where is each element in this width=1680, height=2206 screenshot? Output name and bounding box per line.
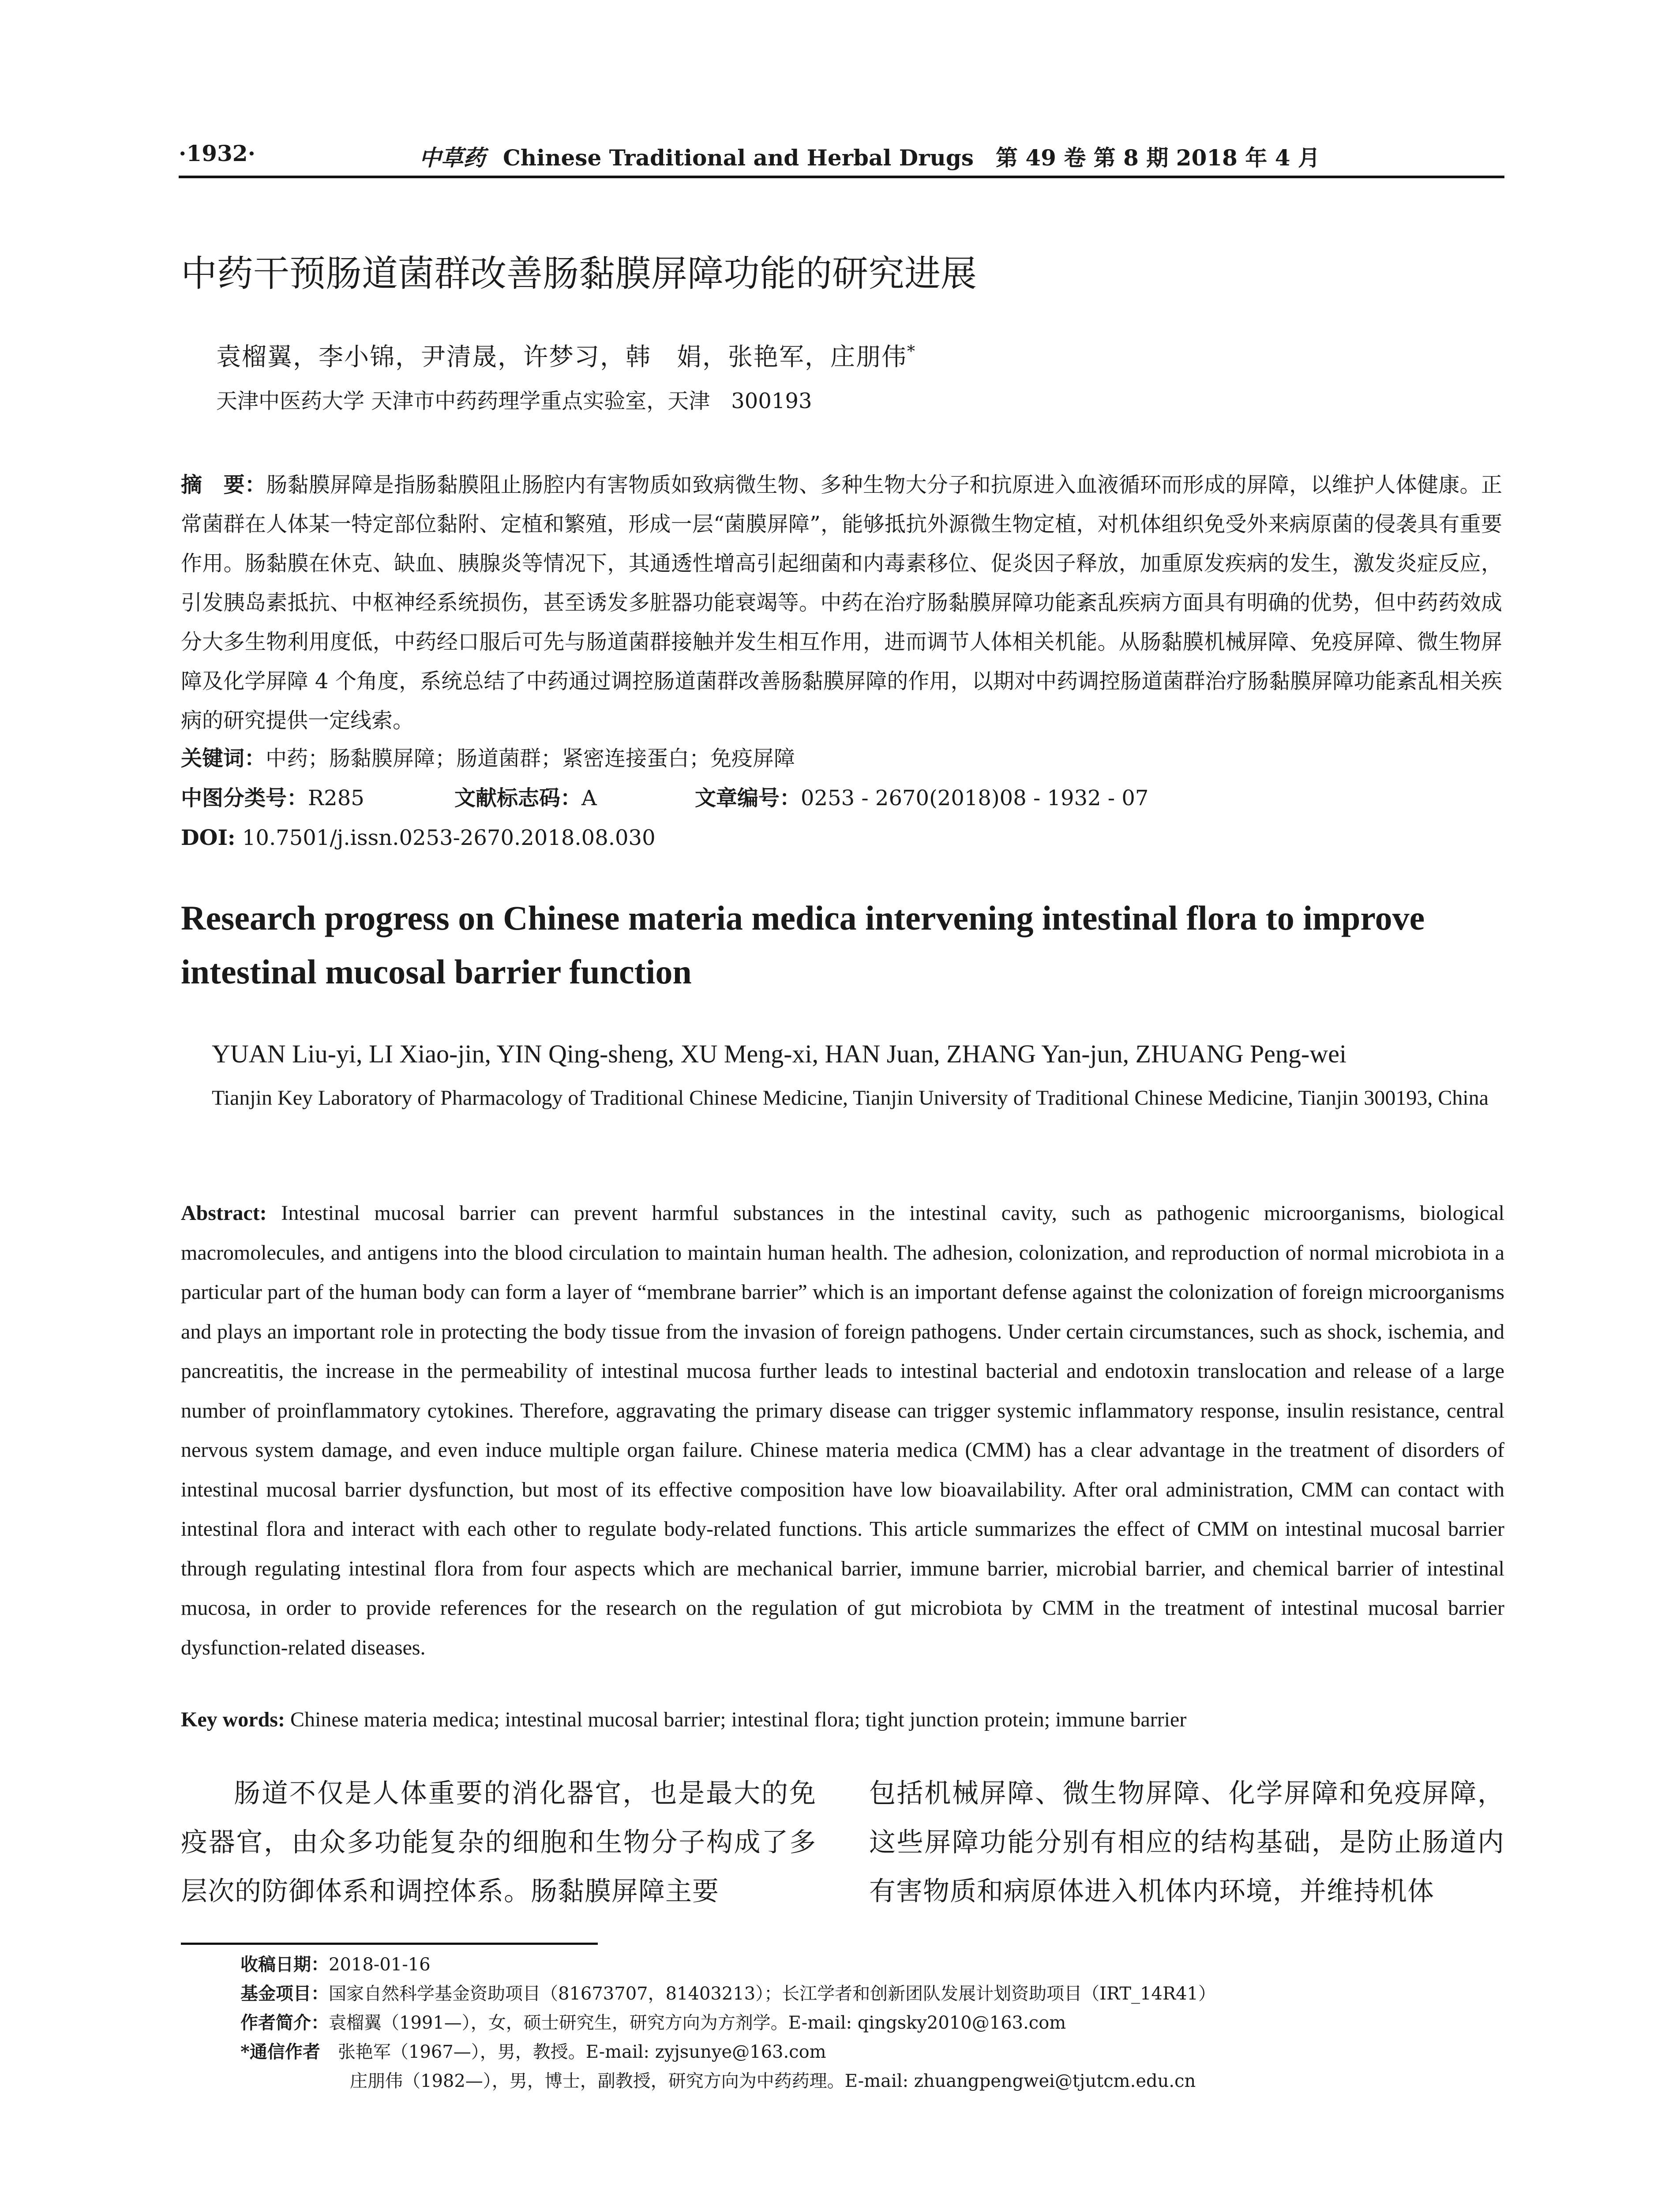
article-number-value: 0253 - 2670(2018)08 - 1932 - 07 bbox=[801, 786, 1149, 810]
doi-link[interactable]: 10.7501/j.issn.0253-2670.2018.08.030 bbox=[235, 825, 656, 850]
author-bio bbox=[240, 2008, 1502, 2037]
page-number: ·1932· bbox=[179, 140, 255, 166]
footnotes bbox=[240, 1950, 1502, 2096]
funding-label: 基金项目： bbox=[240, 1983, 329, 2004]
english-keywords-text: Chinese materia medica; intestinal mucosal barrier; intestinal flora; tight junction protein; immune barrier bbox=[285, 1708, 1187, 1731]
chinese-keywords-text: 中药；肠黏膜屏障；肠道菌群；紧密连接蛋白；免疫屏障 bbox=[266, 746, 795, 771]
journal-info bbox=[419, 140, 1320, 172]
received-date-value: 2018-01-16 bbox=[329, 1955, 431, 1975]
corresponding-author-1: 张艳军（1967—），男，教授。E-mail: zyjsunye@163.com bbox=[338, 2042, 826, 2062]
funding bbox=[240, 1979, 1502, 2008]
corresponding-mark: * bbox=[907, 342, 916, 361]
english-authors: YUAN Liu-yi, LI Xiao-jin, YIN Qing-sheng, XU Meng-xi, HAN Juan, ZHANG Yan-jun, ZHUANG Peng-wei bbox=[212, 1039, 1347, 1068]
english-keywords-label: Key words: bbox=[181, 1708, 285, 1731]
funding-value: 国家自然科学基金资助项目（81673707，81403213）；长江学者和创新团队发展计划资助项目（IRT_14R41） bbox=[329, 1984, 1216, 2004]
author-bio-label: 作者简介： bbox=[240, 2012, 329, 2033]
classification-line bbox=[181, 779, 1502, 818]
doi-label: DOI: bbox=[181, 825, 236, 850]
chinese-keywords bbox=[181, 739, 1502, 778]
chinese-author-list: 袁榴翼，李小锦，尹清晟，许梦习，韩 娟，张艳军，庄朋伟 bbox=[216, 343, 907, 371]
class-number-label: 中图分类号： bbox=[181, 786, 308, 810]
chinese-abstract-text: 肠黏膜屏障是指肠黏膜阻止肠腔内有害物质如致病微生物、多种生物大分子和抗原进入血液循环而形成的屏障，以维护人体健康。正常菌群在人体某一特定部位黏附、定植和繁殖，形成一层“菌膜屏障”，能够抵抗外源微生物定植，对机体组织免受外来病原菌的侵袭具有重要作用。肠黏膜在休克、缺血、胰腺炎等情况下，其通透性增高引起细菌和内毒素移位、促炎因子释放，加重原发疾病的发生，激发炎症反应，引发胰岛素抵抗、中枢神经系统损伤，甚至诱发多脏器功能衰竭等。中药在治疗肠黏膜屏障功能紊乱疾病方面具有明确的优势，但中药药效成分大多生物利用度低，中药经口服后可先与肠道菌群接触并发生相互作用，进而调节人体相关机能。从肠黏膜机械屏障、免疫屏障、微生物屏障及化学屏障 4 个角度，系统总结了中药通过调控肠道菌群改善肠黏膜屏障的作用，以期对中药调控肠道菌群治疗肠黏膜屏障功能紊乱相关疾病的研究提供一定线索。 bbox=[181, 473, 1502, 733]
footnote-divider bbox=[181, 1943, 598, 1945]
document-code-label: 文献标志码： bbox=[454, 786, 582, 810]
author-bio-value: 袁榴翼（1991—），女，硕士研究生，研究方向为方剂学。E-mail: qingsky2010@163.com bbox=[329, 2013, 1066, 2033]
corresponding-author bbox=[240, 2037, 1502, 2067]
class-number-value: R285 bbox=[308, 786, 364, 810]
english-abstract bbox=[181, 1193, 1504, 1667]
chinese-affiliation: 天津中医药大学 天津市中药药理学重点实验室，天津 300193 bbox=[216, 389, 812, 413]
document-code bbox=[454, 779, 695, 818]
chinese-abstract bbox=[181, 465, 1502, 740]
document-code-value: A bbox=[581, 786, 597, 810]
doi-line bbox=[181, 818, 1502, 858]
article-number bbox=[695, 779, 1148, 818]
english-keywords bbox=[181, 1707, 1504, 1732]
journal-issue: Chinese Traditional and Herbal Drugs 第 49 卷 第 8 期 2018 年 4 月 bbox=[503, 145, 1320, 171]
corresponding-author-label: *通信作者 bbox=[240, 2041, 320, 2062]
corresponding-author-2-row bbox=[240, 2067, 1502, 2096]
received-date-label: 收稿日期： bbox=[240, 1954, 329, 1975]
class-number bbox=[181, 779, 454, 818]
article-number-label: 文章编号： bbox=[695, 786, 801, 810]
body-column-left: 肠道不仅是人体重要的消化器官，也是最大的免疫器官，由众多功能复杂的细胞和生物分子构成了多层次的防御体系和调控体系。肠黏膜屏障主要 bbox=[181, 1778, 816, 1907]
running-header bbox=[179, 140, 1504, 178]
english-abstract-label: Abstract: bbox=[181, 1201, 267, 1225]
corresponding-author-2: 庄朋伟（1982—），男，博士，副教授，研究方向为中药药理。E-mail: zhuangpengwei@tjutcm.edu.cn bbox=[350, 2071, 1196, 2091]
chinese-authors bbox=[216, 338, 916, 373]
chinese-keywords-label: 关键词： bbox=[181, 746, 266, 771]
received-date bbox=[240, 1950, 1502, 1979]
chinese-title: 中药干预肠道菌群改善肠黏膜屏障功能的研究进展 bbox=[181, 253, 977, 295]
journal-logo: 中草药 bbox=[419, 145, 485, 171]
english-title: Research progress on Chinese materia medica intervening intestinal flora to improve intestinal mucosal barrier function bbox=[181, 899, 1425, 991]
english-abstract-text: Intestinal mucosal barrier can prevent harmful substances in the intestinal cavity, such as pathogenic microorganisms, biological macromolecules, and antigens into the blood circulation to maintain human health. The adhesion, colonization, and reproduction of normal microbiota in a particular part of the human body can form a layer of “membrane barrier” which is an important defense against the colonization of foreign microorganisms and plays an important role in protecting the body tissue from the invasion of foreign pathogens. Under certain circumstances, such as shock, ischemia, and pancreatitis, the increase in the permeability of intestinal mucosa further leads to intestinal bacterial and endotoxin translocation and release of a large number of proinflammatory cytokines. Therefore, aggravating the primary disease can trigger systemic inflammatory response, insulin resistance, central nervous system damage, and even induce multiple organ failure. Chinese materia medica (CMM) has a clear advantage in the treatment of disorders of intestinal mucosal barrier dysfunction, but most of its effective composition have low bioavailability. After oral administration, CMM can contact with intestinal flora and interact with each other to regulate body-related functions. This article summarizes the effect of CMM on intestinal mucosal barrier through regulating intestinal flora from four aspects which are mechanical barrier, immune barrier, microbial barrier, and chemical barrier of intestinal mucosa, in order to provide references for the research on the regulation of gut microbiota by CMM in the treatment of intestinal mucosal barrier dysfunction-related diseases. bbox=[181, 1201, 1504, 1659]
english-affiliation: Tianjin Key Laboratory of Pharmacology of Traditional Chinese Medicine, Tianjin University of Traditional Chinese Medicine, Tianjin 300193, China bbox=[212, 1086, 1489, 1110]
chinese-abstract-label: 摘 要： bbox=[181, 473, 266, 497]
body-column-right: 包括机械屏障、微生物屏障、化学屏障和免疫屏障，这些屏障功能分别有相应的结构基础，是防止肠道内有害物质和病原体进入机体内环境，并维持机体 bbox=[869, 1778, 1504, 1907]
